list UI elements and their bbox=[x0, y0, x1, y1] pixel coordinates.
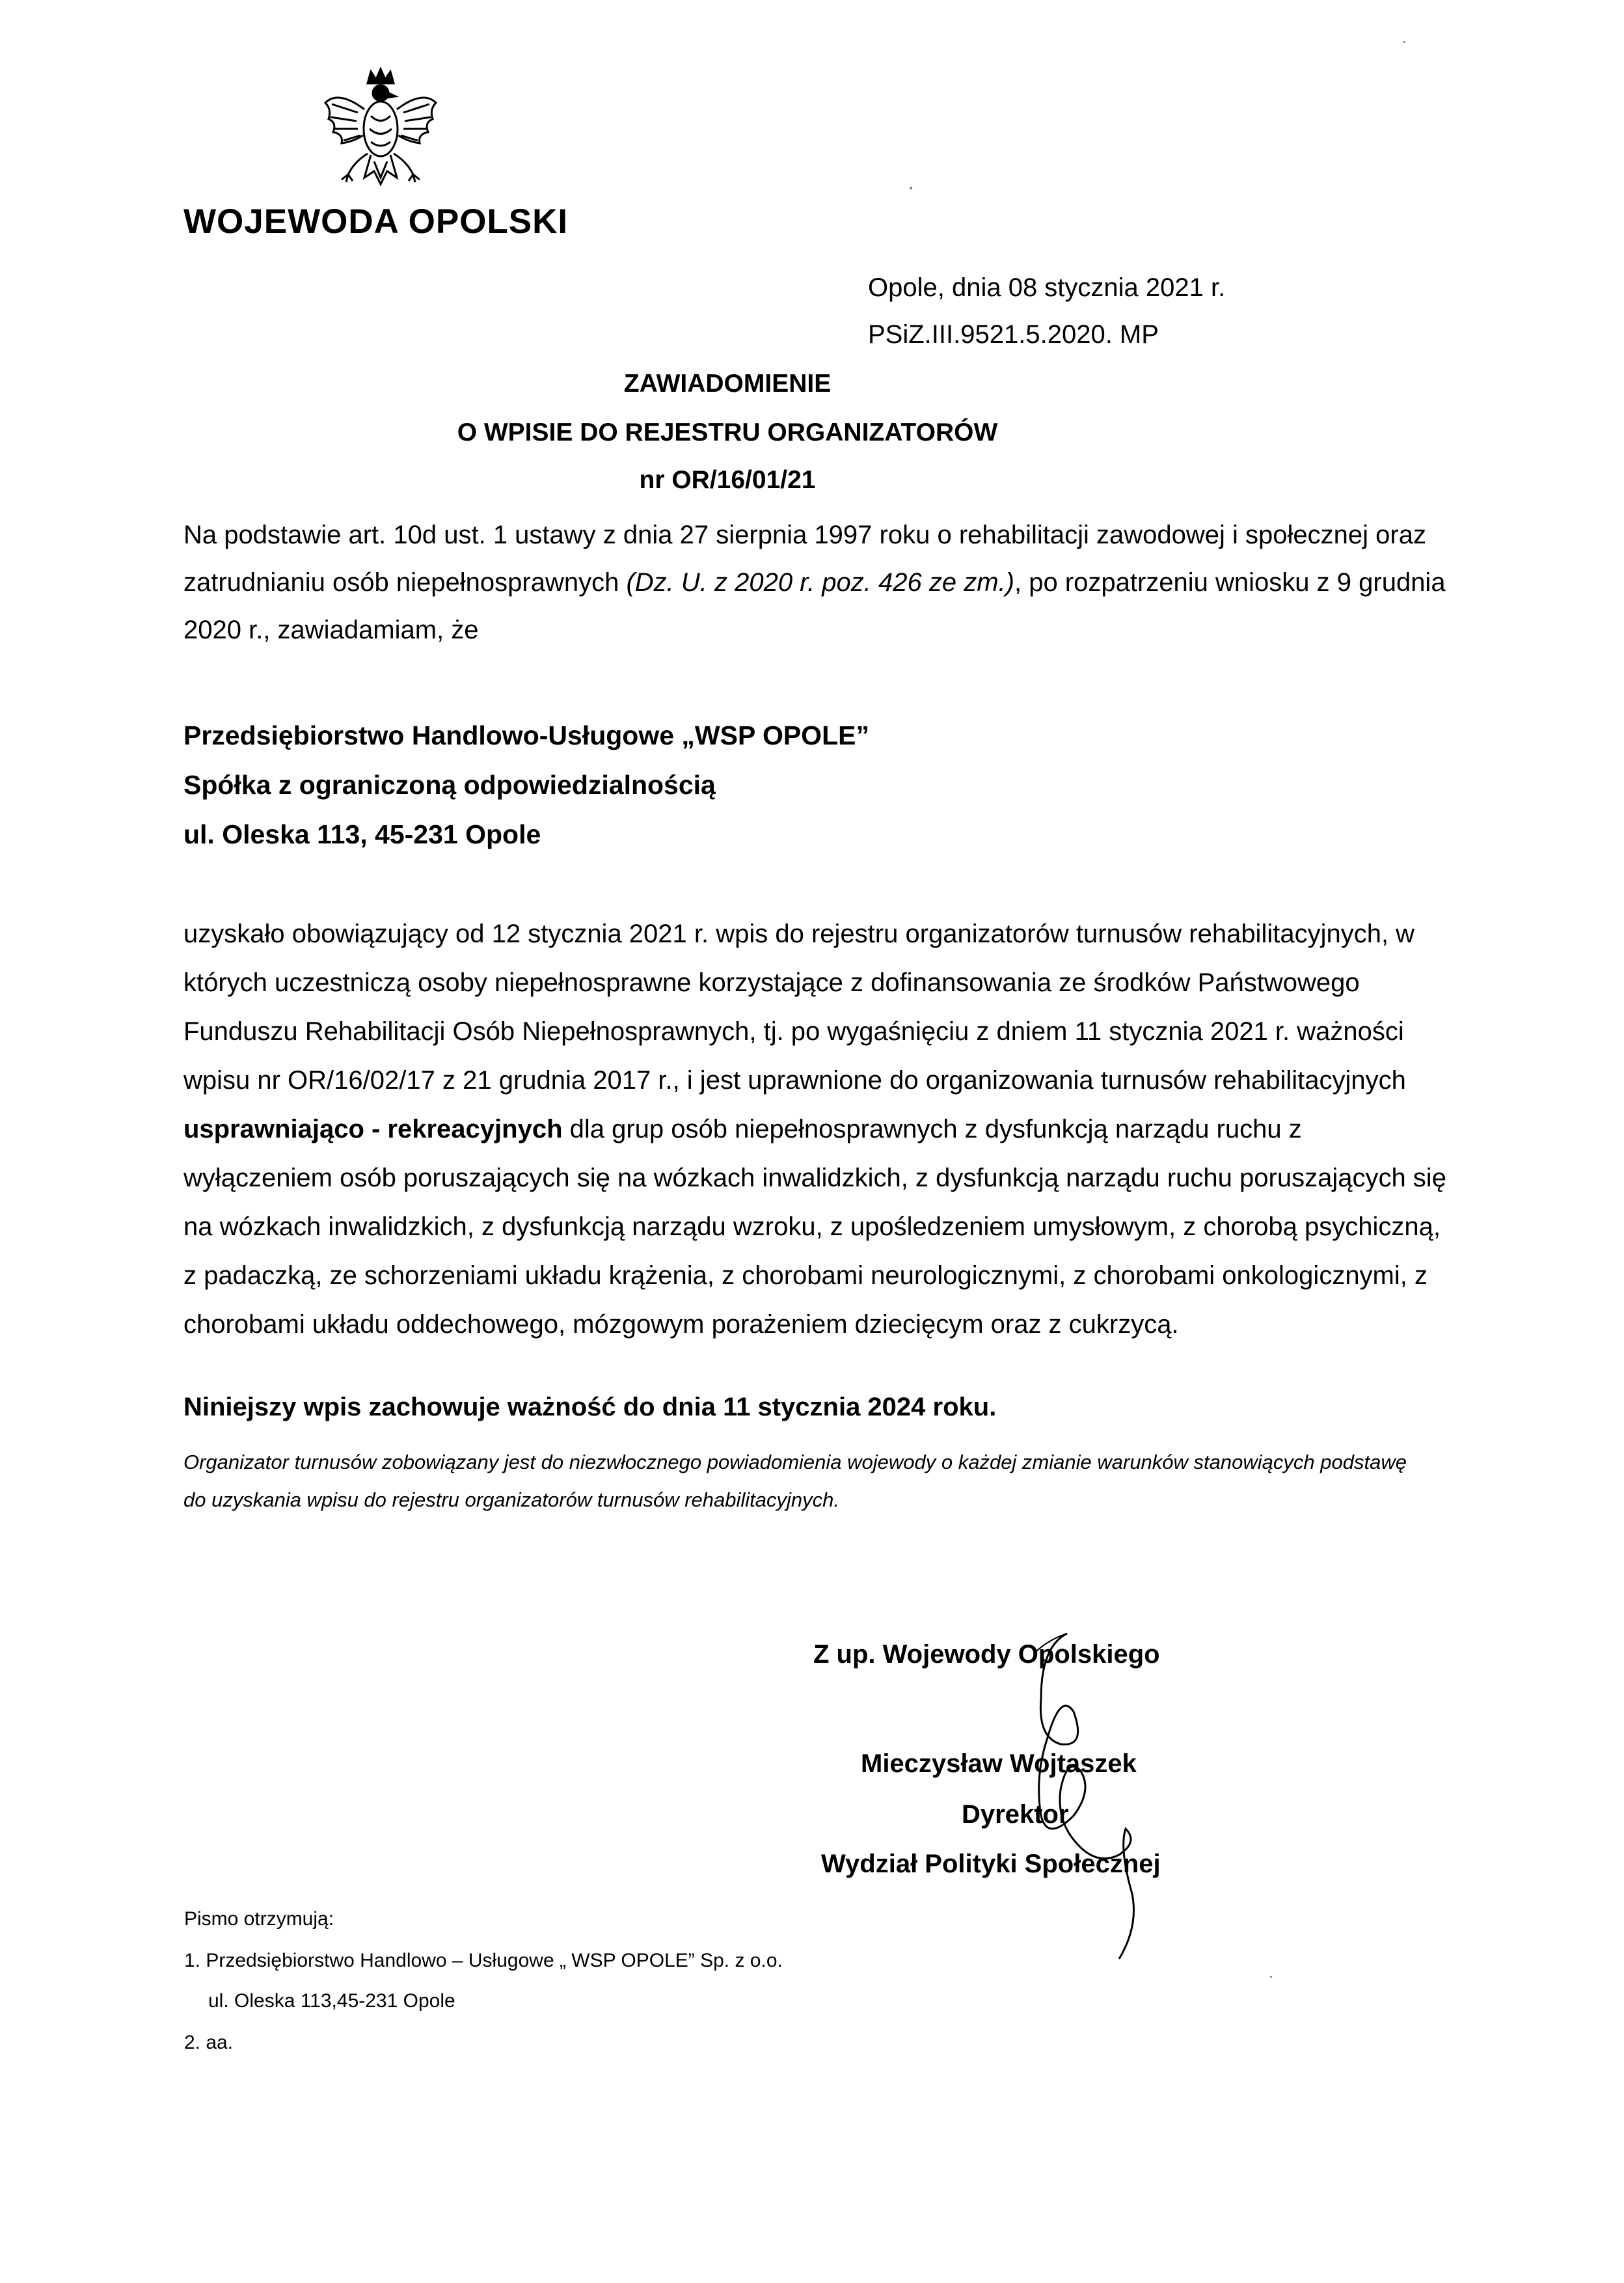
recipient-address: ul. Oleska 113,45-231 Opole bbox=[208, 1990, 455, 2012]
intro-text-end: , po rozpatrzeniu wniosku z 9 grudnia 2020 r., zawiadamiam, że bbox=[183, 568, 1446, 644]
company-legal-form: Spółka z ograniczoną odpowiedzialnością bbox=[183, 770, 716, 800]
handwritten-signature bbox=[963, 1620, 1171, 1985]
recipient-item: 2. aa. bbox=[184, 2032, 234, 2053]
stay-type: usprawniająco - rekreacyjnych bbox=[183, 1115, 563, 1143]
signatory-department: Wydział Polityki Społecznej bbox=[821, 1850, 1161, 1878]
document-subtitle: O WPISIE DO REJESTRU ORGANIZATORÓW bbox=[457, 418, 998, 446]
authority-title: WOJEWODA OPOLSKI bbox=[183, 202, 569, 241]
scan-speck bbox=[1403, 41, 1405, 43]
company-block bbox=[183, 711, 869, 859]
recipient-item: 1. Przedsiębiorstwo Handlowo – Usługowe „ WSP OPOLE” Sp. z o.o. bbox=[184, 1950, 783, 1971]
place-date: Opole, dnia 08 stycznia 2021 r. bbox=[868, 273, 1226, 302]
polish-eagle-emblem-icon bbox=[319, 64, 442, 200]
legal-citation: (Dz. U. z 2020 r. poz. 426 ze zm.) bbox=[626, 568, 1014, 597]
scan-speck bbox=[910, 187, 912, 189]
intro-text: Na podstawie art. 10d ust. 1 ustawy z dnia 27 sierpnia 1997 roku o rehabilitacji zawodowej i społecznej oraz zatrudnianiu osób niepełnosprawnych bbox=[183, 521, 1426, 597]
document-title: ZAWIADOMIENIE bbox=[623, 370, 832, 398]
obligation-note: Organizator turnusów zobowiązany jest do niezwłocznego powiadomienia wojewody o każdej zmianie warunków stanowiących podstawę do uzyskania wpisu do rejestru organizatorów turnusów rehabilitacyjnych. bbox=[183, 1451, 1407, 1511]
registration-number: nr OR/16/01/21 bbox=[639, 466, 816, 494]
company-name: Przedsiębiorstwo Handlowo-Usługowe „WSP OPOLE” bbox=[183, 720, 869, 750]
scan-speck bbox=[1270, 1976, 1272, 1978]
intro-paragraph bbox=[183, 512, 1452, 654]
body-text: uzyskało obowiązujący od 12 stycznia 2021 r. wpis do rejestru organizatorów turnusów rehabilitacyjnych, w których uczestniczą osoby niepełnosprawne korzystające z dofinansowania ze środków Państwowego Funduszu Rehabilitacji Osób Niepełnosprawnych, tj. po wygaśnięciu z dniem 11 stycznia 2021 r. ważności wpisu nr OR/16/02/17 z 21 grudnia 2017 r., i jest uprawnione do organizowania turnusów rehabilitacyjnych bbox=[183, 920, 1415, 1095]
case-reference: PSiZ.III.9521.5.2020. MP bbox=[868, 320, 1159, 349]
company-address: ul. Oleska 113, 45-231 Opole bbox=[183, 819, 541, 849]
recipients-heading: Pismo otrzymują: bbox=[184, 1908, 334, 1930]
signature-upon-authority: Z up. Wojewody Opolskiego bbox=[813, 1640, 1160, 1669]
signatory-role: Dyrektor bbox=[962, 1800, 1069, 1829]
body-paragraph bbox=[183, 910, 1455, 1349]
validity-statement: Niniejszy wpis zachowuje ważność do dnia 11 stycznia 2024 roku. bbox=[183, 1393, 997, 1421]
body-text-end: dla grup osób niepełnosprawnych z dysfunkcją narządu ruchu z wyłączeniem osób poruszających się na wózkach inwalidzkich, z dysfunkcją narządu ruchu poruszających się na wózkach inwalidzkich, z dysfunkcją narządu wzroku, z upośledzeniem umysłowym, z chorobą psychiczną, z padaczką, ze schorzeniami układu krążenia, z chorobami neurologicznymi, z chorobami onkologicznymi, z chorobami układu oddechowego, mózgowym porażeniem dziecięcym oraz z cukrzycą. bbox=[183, 1115, 1446, 1339]
signatory-name: Mieczysław Wojtaszek bbox=[861, 1749, 1137, 1778]
